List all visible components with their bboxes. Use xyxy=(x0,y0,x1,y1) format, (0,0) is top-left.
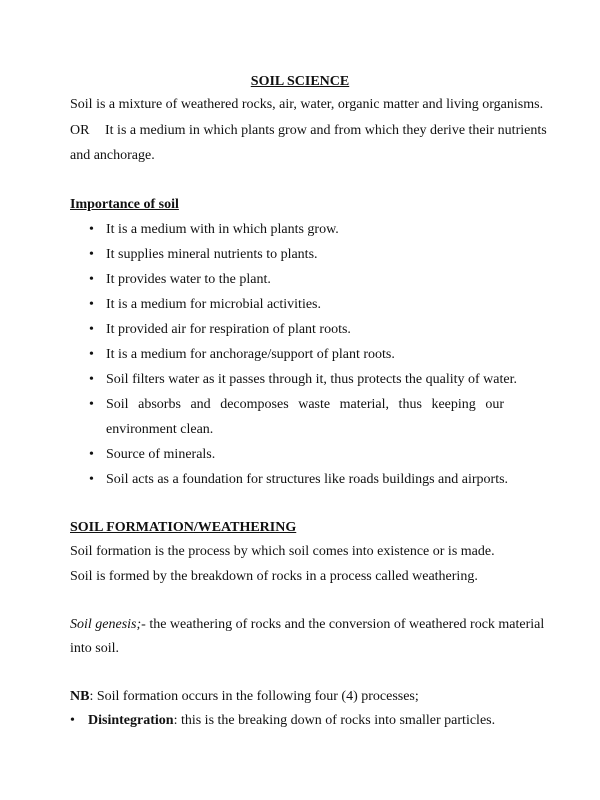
genesis-text: the weathering of rocks and the conversion of weathered rock material xyxy=(145,617,545,632)
list-item: It supplies mineral nutrients to plants. xyxy=(106,247,318,262)
definition-2-text: It is a medium in which plants grow and from which they derive their nutrients xyxy=(105,123,547,138)
process-1-text: : this is the breaking down of rocks into smaller particles. xyxy=(173,713,496,728)
list-item: Soil absorbs and decomposes waste material, thus keeping our environment clean. xyxy=(106,397,504,437)
list-item: Soil filters water as it passes through it, thus protects the quality of water. xyxy=(106,372,517,387)
nb-label: NB xyxy=(70,689,90,704)
page-title: SOIL SCIENCE xyxy=(250,74,350,89)
bullet-icon: • xyxy=(89,322,94,337)
process-1-term: Disintegration xyxy=(88,713,174,728)
nb-text: : Soil formation occurs in the following four (4) processes; xyxy=(89,689,419,704)
formation-line-1: Soil formation is the process by which soil comes into existence or is made. xyxy=(70,544,495,559)
bullet-icon: • xyxy=(89,297,94,312)
nb-line xyxy=(70,688,419,705)
bullet-icon: • xyxy=(89,447,94,462)
or-label: OR xyxy=(70,123,90,138)
definition-line-1: Soil is a mixture of weathered rocks, air, water, organic matter and living organisms. xyxy=(70,97,544,112)
bullet-icon: • xyxy=(70,713,75,728)
list-item: Source of minerals. xyxy=(106,447,216,462)
importance-heading: Importance of soil xyxy=(70,197,179,212)
list-item: It is a medium for anchorage/support of plant roots. xyxy=(106,347,395,362)
list-item: It is a medium with in which plants grow. xyxy=(106,222,339,237)
list-item: It provides water to the plant. xyxy=(106,272,271,287)
bullet-icon: • xyxy=(89,222,94,237)
bullet-icon: • xyxy=(89,372,94,387)
bullet-icon: • xyxy=(89,397,94,412)
bullet-icon: • xyxy=(89,247,94,262)
genesis-term: Soil genesis;- xyxy=(70,617,146,632)
bullet-icon: • xyxy=(89,472,94,487)
genesis-line-1 xyxy=(70,616,544,633)
genesis-line-2: into soil. xyxy=(70,641,120,656)
formation-heading: SOIL FORMATION/WEATHERING xyxy=(70,520,297,535)
bullet-icon: • xyxy=(89,272,94,287)
bullet-icon: • xyxy=(89,347,94,362)
process-1-line xyxy=(88,712,495,729)
list-item: Soil acts as a foundation for structures like roads buildings and airports. xyxy=(106,472,509,487)
definition-line-2 xyxy=(70,122,547,139)
definition-line-3: and anchorage. xyxy=(70,148,155,163)
formation-line-2: Soil is formed by the breakdown of rocks in a process called weathering. xyxy=(70,569,478,584)
list-item: It provided air for respiration of plant roots. xyxy=(106,322,351,337)
list-item: It is a medium for microbial activities. xyxy=(106,297,321,312)
